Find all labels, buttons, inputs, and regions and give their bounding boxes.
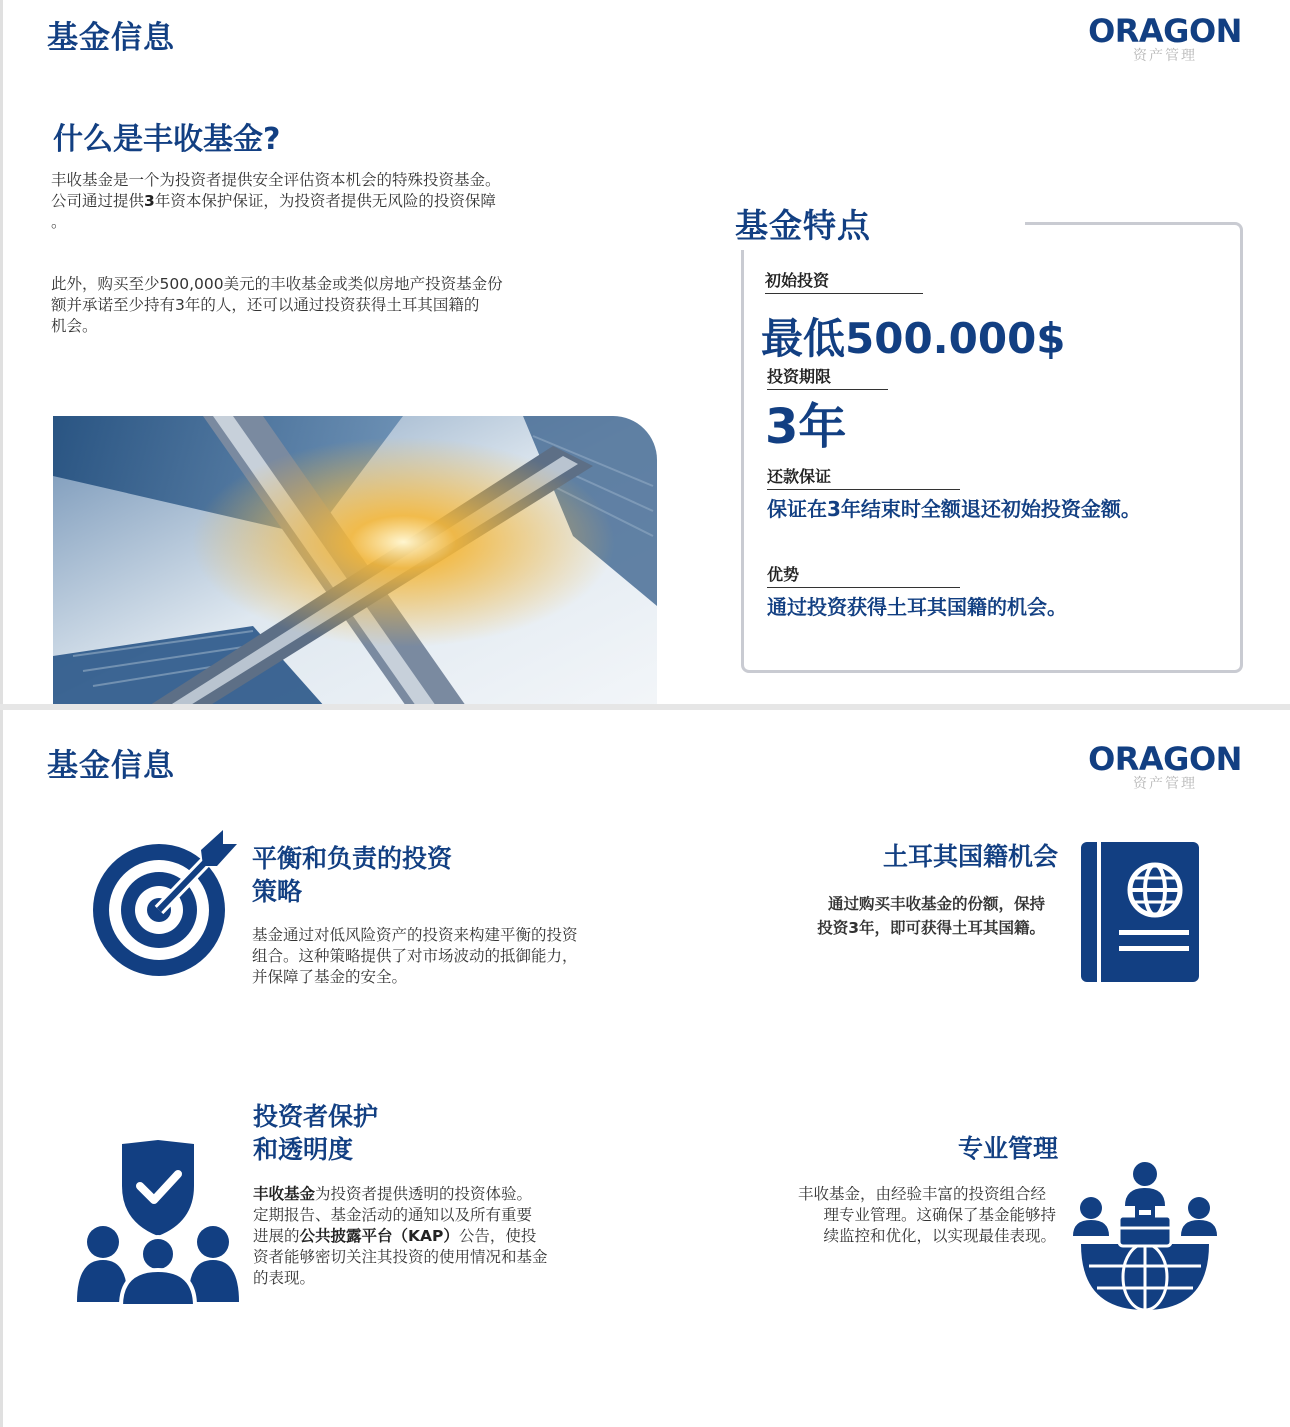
logo-word: ORAGON (1088, 740, 1242, 778)
protection-heading: 投资者保护 和透明度 (253, 1102, 379, 1164)
shield-people-icon (77, 1140, 239, 1310)
logo-subtitle: 资产管理 (1133, 48, 1197, 64)
slide-fund-info-1 (0, 0, 1290, 704)
intro-line: 。 (51, 213, 67, 231)
strategy-heading: 平衡和负责的投资 策略 (252, 844, 453, 906)
initial-investment-value: 最低500.000$ (761, 314, 1066, 363)
slide-title: 基金信息 (47, 20, 175, 56)
para-line: 额并承诺至少持有3年的人，还可以通过投资获得土耳其国籍的 (51, 296, 480, 314)
intro-line: 丰收基金是一个为投资者提供安全评估资本机会的特殊投资基金。 (51, 171, 501, 189)
question-heading: 什么是丰收基金? (53, 122, 281, 157)
term-label: 投资期限 (767, 364, 888, 390)
citizenship-heading: 土耳其国籍机会 (882, 842, 1058, 871)
protection-text: 丰收基金为投资者提供透明的投资体验。 定期报告、基金活动的通知以及所有重要 进展的公共披露平台（KAP）公告，使投 资者能够密切关注其投资的使用情况和基金 的表现。 (253, 1185, 548, 1287)
slide-fund-info-2 (0, 710, 1290, 1427)
intro-line: 公司通过提供3年资本保护保证，为投资者提供无风险的投资保障 (51, 192, 496, 210)
advantage-label: 优势 (767, 562, 960, 588)
citizenship-text: 通过购买丰收基金的份额，保持 投资3年，即可获得土耳其国籍。 (817, 895, 1045, 937)
features-title: 基金特点 (735, 206, 871, 245)
advantage-value: 通过投资获得土耳其国籍的机会。 (767, 595, 1067, 619)
intro-paragraph (51, 170, 571, 233)
logo-subtitle: 资产管理 (1133, 776, 1197, 792)
para-line: 机会。 (51, 317, 98, 335)
management-team-icon (1069, 1162, 1221, 1316)
guarantee-label: 还款保证 (767, 464, 960, 490)
target-icon (89, 828, 239, 982)
slide-title: 基金信息 (47, 748, 175, 784)
guarantee-value: 保证在3年结束时全额退还初始投资金额。 (767, 497, 1141, 521)
term-value: 3年 (765, 399, 847, 455)
building-photo (53, 416, 657, 704)
logo-word: ORAGON (1088, 12, 1242, 50)
strategy-text: 基金通过对低风险资产的投资来构建平衡的投资 组合。这种策略提供了对市场波动的抵御能力， 并保障了基金的安全。 (252, 926, 578, 986)
initial-investment-label: 初始投资 (765, 268, 923, 294)
para-line: 此外，购买至少500,000美元的丰收基金或类似房地产投资基金份 (51, 275, 503, 293)
management-text: 丰收基金，由经验丰富的投资组合经 理专业管理。这确保了基金能够持 续监控和优化，以实现最佳表现。 (797, 1185, 1056, 1245)
management-heading: 专业管理 (957, 1134, 1058, 1163)
passport-icon (1081, 842, 1201, 986)
features-title-wrap (725, 200, 1025, 250)
oragon-logo (1080, 742, 1250, 792)
citizenship-paragraph (51, 274, 571, 337)
oragon-logo (1080, 14, 1250, 64)
